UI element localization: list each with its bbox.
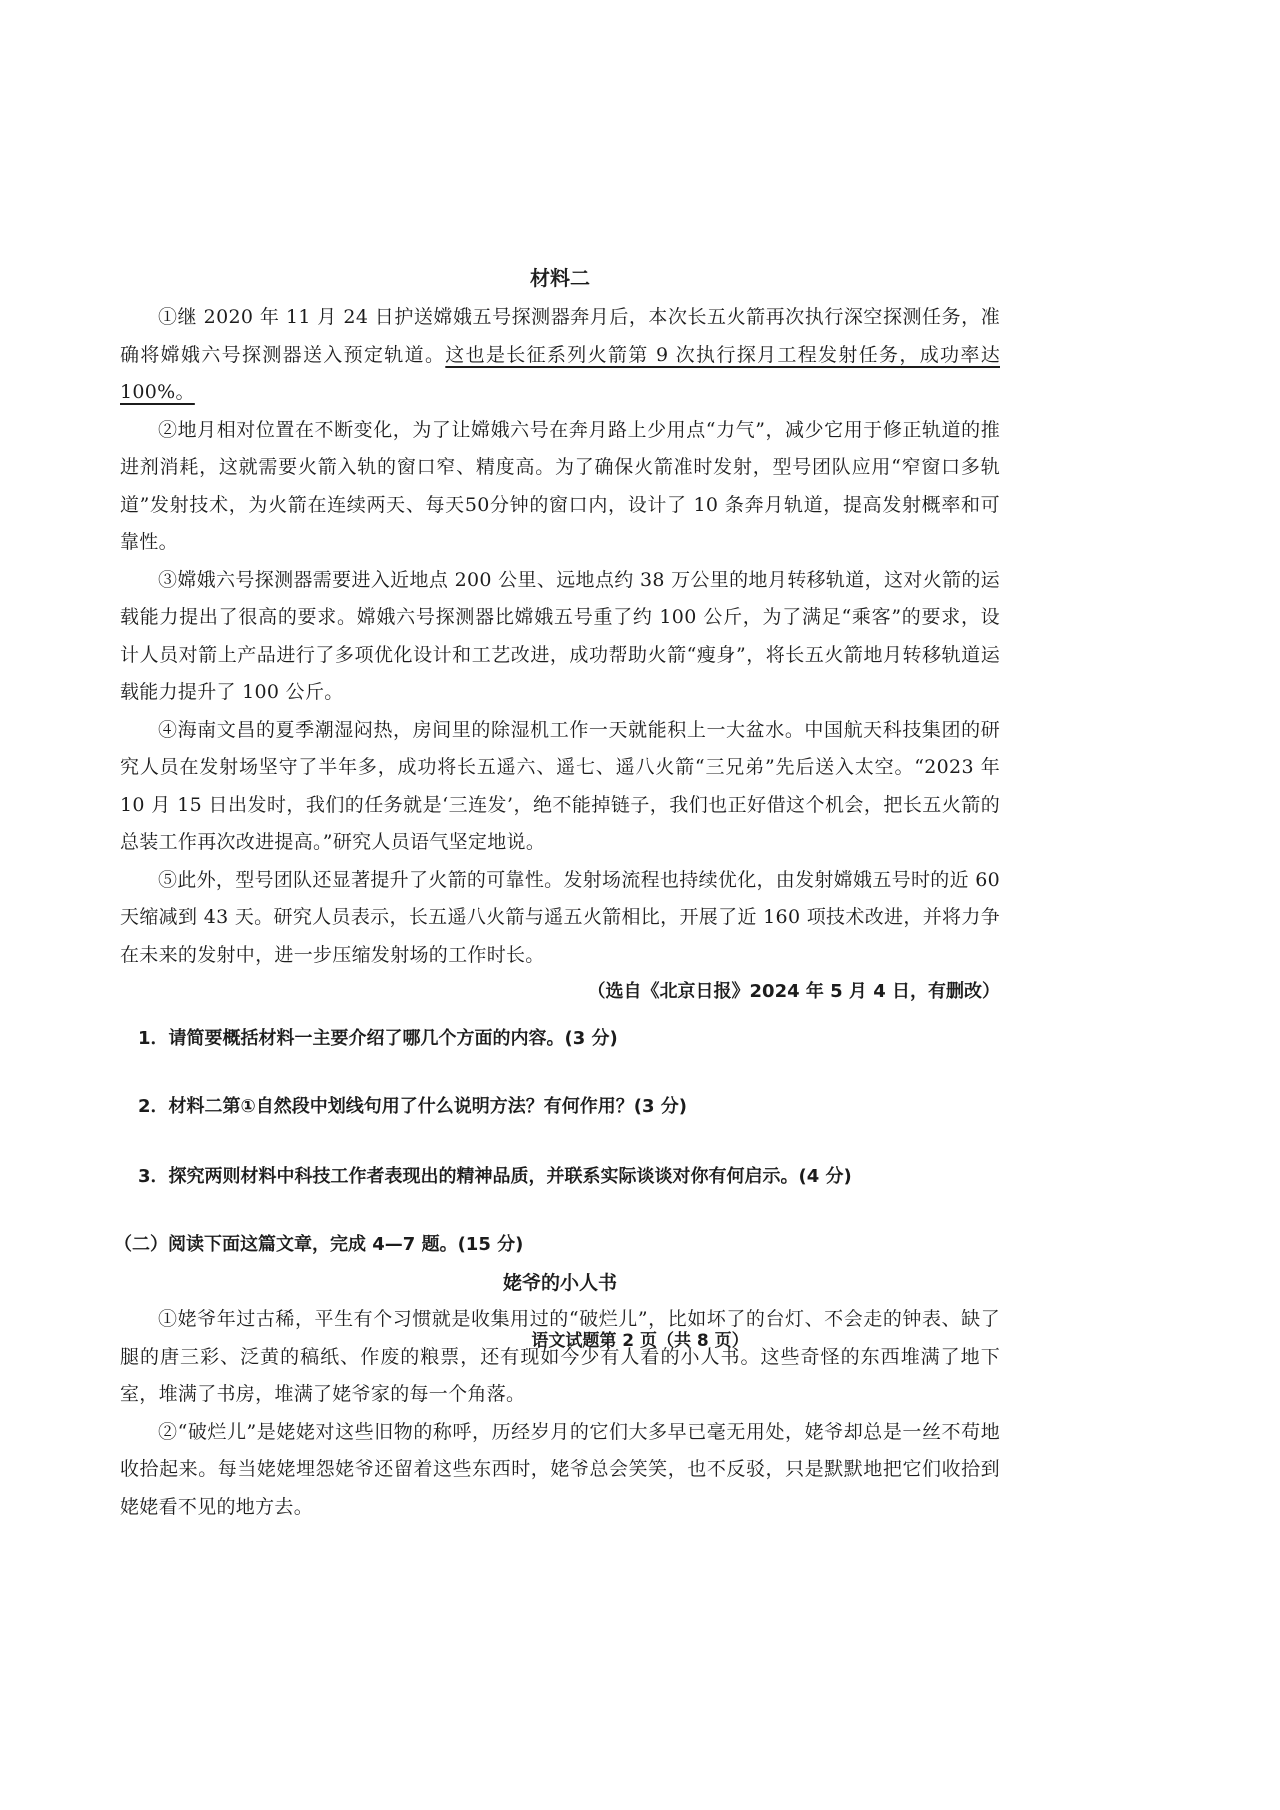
material-two-paragraph-4: ④海南文昌的夏季潮湿闷热，房间里的除湿机工作一天就能积上一大盆水。中国航天科技集团的研究人员在发射场坚守了半年多，成功将长五遥六、遥七、遥八火箭“三兄弟”先后送入太空。“2023 年 10 月 15 日出发时，我们的任务就是‘三连发’，绝不能掉链子，我们也正好借这个机会，把长五火箭的总装工作再次改进提高。”研究人员语气坚定地说。 <box>120 718 1000 853</box>
material-two-title: 材料二 <box>530 266 590 290</box>
article-paragraph-1: ①姥爷年过古稀，平生有个习惯就是收集用过的“破烂儿”，比如坏了的台灯、不会走的钟表、缺了腿的唐三彩、泛黄的稿纸、作废的粮票，还有现如今少有人看的小人书。这些奇怪的东西堆满了地下室，堆满了书房，堆满了姥爷家的每一个角落。 <box>120 1308 1000 1405</box>
underlined-sentence: 这也是长征系列火箭第 9 次执行探月工程发射任务，成功率达 100%。 <box>120 343 1000 403</box>
article-paragraph-2: ②“破烂儿”是姥姥对这些旧物的称呼，历经岁月的它们大多早已毫无用处，姥爷却总是一丝不苟地收拾起来。每当姥姥埋怨姥爷还留着这些东西时，姥爷总会笑笑，也不反驳，只是默默地把它们收拾到姥姥看不见的地方去。 <box>120 1420 1000 1518</box>
question-1: 1．请简要概括材料一主要介绍了哪几个方面的内容。(3 分) <box>138 1028 618 1049</box>
question-2: 2．材料二第①自然段中划线句用了什么说明方法？有何作用？(3 分) <box>138 1096 688 1117</box>
section-two-heading: （二）阅读下面这篇文章，完成 4—7 题。(15 分) <box>114 1234 524 1255</box>
material-two-paragraph-2: ②地月相对位置在不断变化，为了让嫦娥六号在奔月路上少用点“力气”，减少它用于修正轨道的推进剂消耗，这就需要火箭入轨的窗口窄、精度高。为了确保火箭准时发射，型号团队应用“窄窗口多轨道”发射技术，为火箭在连续两天、每天50分钟的窗口内，设计了 10 条奔月轨道，提高发射概率和可靠性。 <box>120 418 1000 553</box>
question-3: 3．探究两则材料中科技工作者表现出的精神品质，并联系实际谈谈对你有何启示。(4 分) <box>138 1166 852 1187</box>
material-two-paragraph-1 <box>120 299 1000 412</box>
material-two-paragraph-5: ⑤此外，型号团队还显著提升了火箭的可靠性。发射场流程也持续优化，由发射嫦娥五号时的近 60 天缩减到 43 天。研究人员表示，长五遥八火箭与遥五火箭相比，开展了近 160 项技术改进，并将力争在未来的发射中，进一步压缩发射场的工作时长。 <box>120 868 1000 966</box>
paragraph-1-text: ①继 2020 年 11 月 24 日护送嫦娥五号探测器奔月后，本次长五火箭再次执行深空探测任务，准确将嫦娥六号探测器送入预定轨道。 <box>120 306 1000 366</box>
material-two-paragraph-3: ③嫦娥六号探测器需要进入近地点 200 公里、远地点约 38 万公里的地月转移轨道，这对火箭的运载能力提出了很高的要求。嫦娥六号探测器比嫦娥五号重了约 100 公斤，为了满足“乘客”的要求，设计人员对箭上产品进行了多项优化设计和工艺改进，成功帮助火箭“瘦身”，将长五火箭地月转移轨道运载能力提升了 100 公斤。 <box>120 568 1000 703</box>
article-title: 姥爷的小人书 <box>502 1272 617 1294</box>
source-citation: （选自《北京日报》2024 年 5 月 4 日，有删改） <box>587 981 1000 1002</box>
page-footer: 语文试题第 2 页（共 8 页） <box>531 1331 749 1351</box>
